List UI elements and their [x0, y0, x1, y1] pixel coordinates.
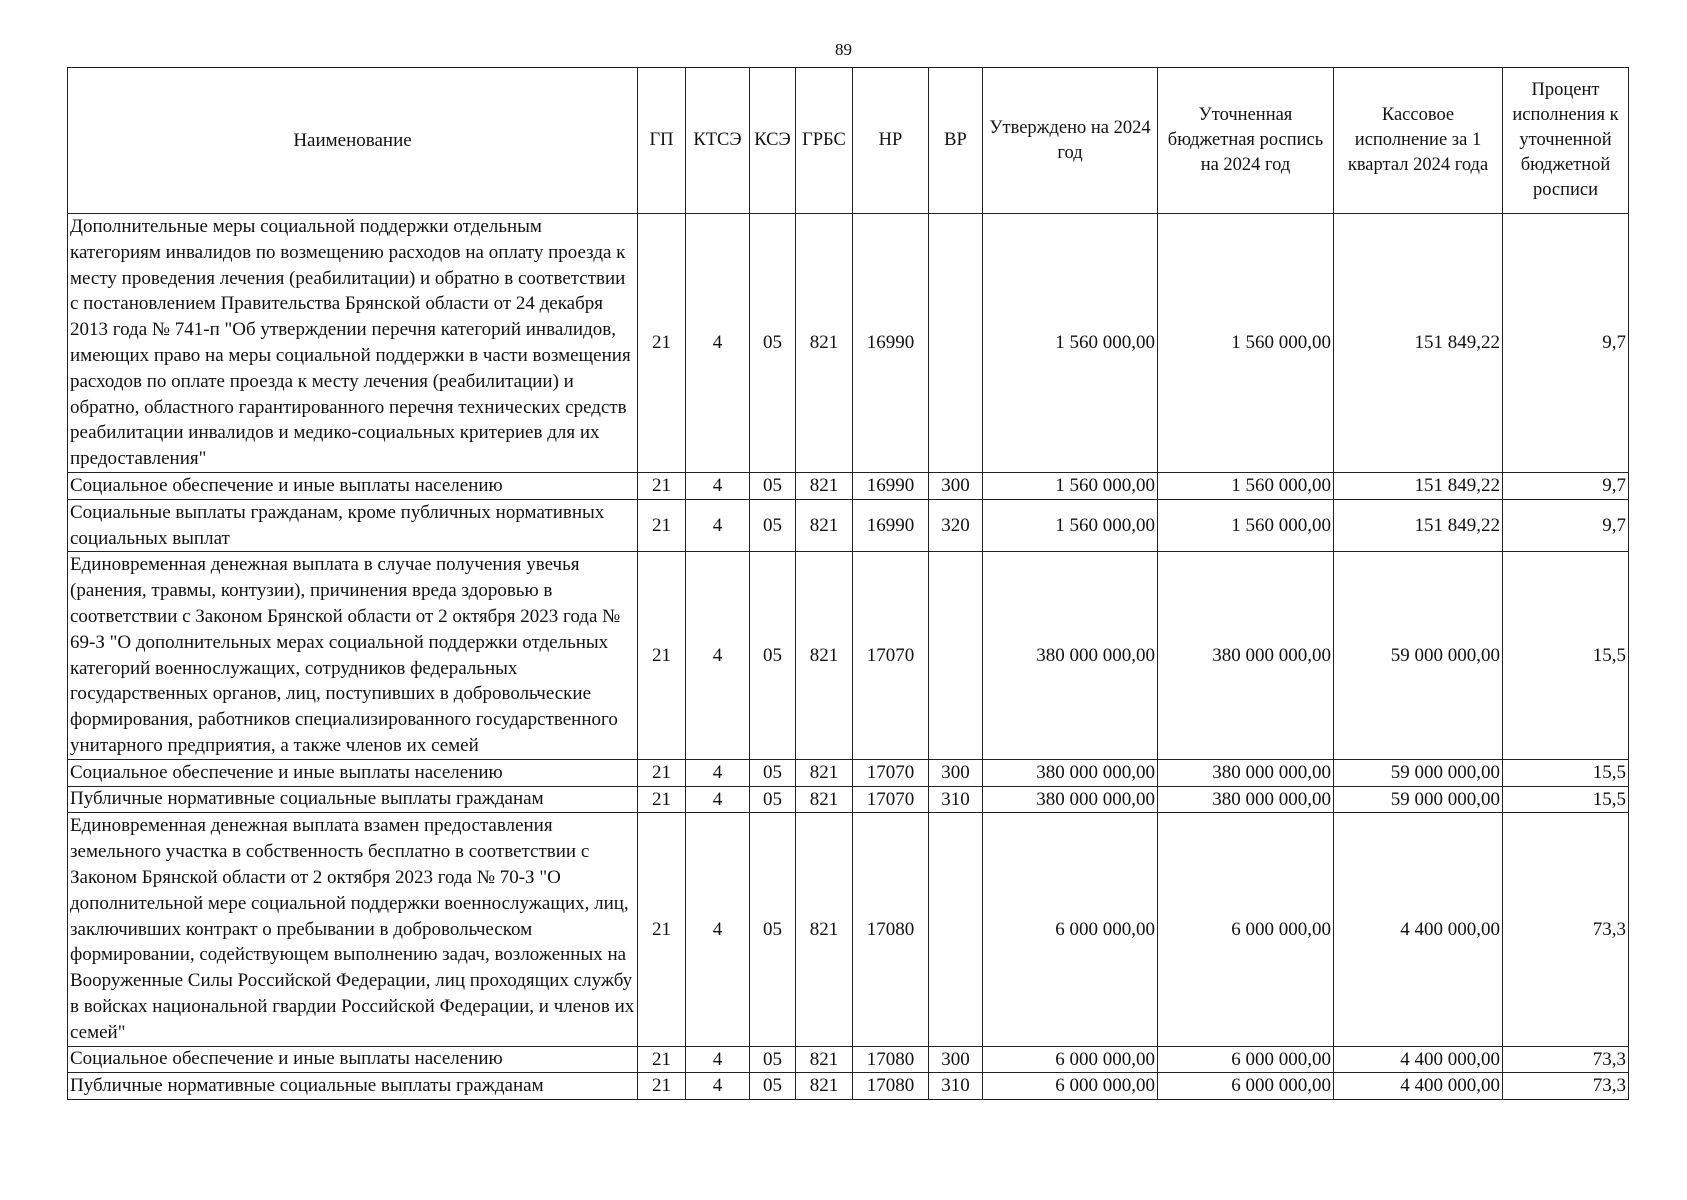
row-ktse: 4 [686, 786, 750, 813]
row-refined: 6 000 000,00 [1158, 813, 1334, 1046]
row-vr [929, 552, 983, 759]
row-nr: 16990 [853, 472, 929, 499]
table-row [68, 499, 1629, 552]
header-vr: ВР [929, 68, 983, 214]
row-approved: 1 560 000,00 [983, 499, 1158, 552]
header-row [68, 68, 1629, 214]
row-gp: 21 [638, 499, 686, 552]
row-approved: 1 560 000,00 [983, 214, 1158, 473]
row-grbs: 821 [796, 1073, 853, 1100]
row-nr: 17070 [853, 786, 929, 813]
row-cash: 59 000 000,00 [1334, 759, 1503, 786]
row-cash: 151 849,22 [1334, 214, 1503, 473]
row-refined: 1 560 000,00 [1158, 499, 1334, 552]
row-vr: 310 [929, 786, 983, 813]
row-percent: 9,7 [1503, 472, 1629, 499]
row-nr: 17070 [853, 552, 929, 759]
row-cash: 151 849,22 [1334, 499, 1503, 552]
row-ktse: 4 [686, 1046, 750, 1073]
header-kse: КСЭ [750, 68, 796, 214]
row-ktse: 4 [686, 813, 750, 1046]
row-ktse: 4 [686, 552, 750, 759]
row-name: Социальное обеспечение и иные выплаты населению [68, 1046, 638, 1073]
table-row [68, 214, 1629, 473]
row-percent: 73,3 [1503, 1046, 1629, 1073]
row-ktse: 4 [686, 759, 750, 786]
row-vr [929, 813, 983, 1046]
header-grbs: ГРБС [796, 68, 853, 214]
row-refined: 380 000 000,00 [1158, 786, 1334, 813]
row-name: Единовременная денежная выплата в случае получения увечья (ранения, травмы, контузии), причинения вреда здоровью в соответствии с Законом Брянской области от 2 октября 2023 года № 69-З "О дополнительных мерах социальной поддержки отдельных категорий военнослужащих, сотрудников федеральных государственных органов, лиц, поступивших в добровольческие формирования, работников специализированного государственного унитарного предприятия, а также членов их семей [68, 552, 638, 759]
row-cash: 4 400 000,00 [1334, 813, 1503, 1046]
row-gp: 21 [638, 552, 686, 759]
row-gp: 21 [638, 786, 686, 813]
row-ktse: 4 [686, 472, 750, 499]
row-kse: 05 [750, 759, 796, 786]
row-kse: 05 [750, 813, 796, 1046]
row-cash: 4 400 000,00 [1334, 1073, 1503, 1100]
header-nr: НР [853, 68, 929, 214]
row-gp: 21 [638, 214, 686, 473]
row-nr: 17070 [853, 759, 929, 786]
row-name: Социальные выплаты гражданам, кроме публичных нормативных социальных выплат [68, 499, 638, 552]
row-name: Социальное обеспечение и иные выплаты населению [68, 759, 638, 786]
header-gp: ГП [638, 68, 686, 214]
row-refined: 6 000 000,00 [1158, 1046, 1334, 1073]
header-refined: Уточненная бюджетная роспись на 2024 год [1158, 68, 1334, 214]
header-ktse: КТСЭ [686, 68, 750, 214]
row-cash: 4 400 000,00 [1334, 1046, 1503, 1073]
row-nr: 16990 [853, 499, 929, 552]
row-ktse: 4 [686, 499, 750, 552]
row-cash: 59 000 000,00 [1334, 786, 1503, 813]
row-kse: 05 [750, 552, 796, 759]
row-percent: 9,7 [1503, 499, 1629, 552]
row-cash: 59 000 000,00 [1334, 552, 1503, 759]
row-percent: 73,3 [1503, 1073, 1629, 1100]
row-name: Публичные нормативные социальные выплаты гражданам [68, 786, 638, 813]
row-nr: 16990 [853, 214, 929, 473]
row-approved: 380 000 000,00 [983, 552, 1158, 759]
row-kse: 05 [750, 214, 796, 473]
row-name: Социальное обеспечение и иные выплаты населению [68, 472, 638, 499]
row-gp: 21 [638, 472, 686, 499]
table-row [68, 813, 1629, 1046]
table-row [68, 552, 1629, 759]
row-ktse: 4 [686, 214, 750, 473]
header-name: Наименование [68, 68, 638, 214]
row-approved: 6 000 000,00 [983, 1073, 1158, 1100]
row-gp: 21 [638, 759, 686, 786]
row-kse: 05 [750, 499, 796, 552]
row-approved: 380 000 000,00 [983, 759, 1158, 786]
row-name: Дополнительные меры социальной поддержки отдельным категориям инвалидов по возмещению расходов на оплату проезда к месту проведения лечения (реабилитации) и обратно в соответствии с постановлением Правительства Брянской области от 24 декабря 2013 года № 741-п "Об утверждении перечня категорий инвалидов, имеющих право на меры социальной поддержки в части возмещения расходов по оплате проезда к месту лечения (реабилитации) и обратно, областного гарантированного перечня технических средств реабилитации инвалидов и медико-социальных критериев для их предоставления" [68, 214, 638, 473]
row-refined: 1 560 000,00 [1158, 472, 1334, 499]
row-grbs: 821 [796, 499, 853, 552]
row-gp: 21 [638, 813, 686, 1046]
row-gp: 21 [638, 1073, 686, 1100]
row-percent: 73,3 [1503, 813, 1629, 1046]
row-nr: 17080 [853, 1046, 929, 1073]
row-ktse: 4 [686, 1073, 750, 1100]
table-row [68, 759, 1629, 786]
table-row [68, 472, 1629, 499]
row-grbs: 821 [796, 552, 853, 759]
row-grbs: 821 [796, 214, 853, 473]
row-refined: 1 560 000,00 [1158, 214, 1334, 473]
table-row [68, 1073, 1629, 1100]
row-vr: 320 [929, 499, 983, 552]
row-grbs: 821 [796, 786, 853, 813]
header-percent: Процент исполнения к уточненной бюджетной росписи [1503, 68, 1629, 214]
row-percent: 15,5 [1503, 759, 1629, 786]
row-nr: 17080 [853, 1073, 929, 1100]
row-refined: 380 000 000,00 [1158, 759, 1334, 786]
header-cash: Кассовое исполнение за 1 квартал 2024 года [1334, 68, 1503, 214]
row-approved: 6 000 000,00 [983, 1046, 1158, 1073]
row-grbs: 821 [796, 1046, 853, 1073]
row-name: Единовременная денежная выплата взамен предоставления земельного участка в собственность бесплатно в соответствии с Законом Брянской области от 2 октября 2023 года № 70-З "О дополнительной мере социальной поддержки военнослужащих, лиц, заключивших контракт о пребывании в добровольческом формировании, содействующем выполнению задач, возложенных на Вооруженные Силы Российской Федерации, лиц проходящих службу в войсках национальной гвардии Российской Федерации, и членов их семей" [68, 813, 638, 1046]
row-percent: 15,5 [1503, 552, 1629, 759]
row-name: Публичные нормативные социальные выплаты гражданам [68, 1073, 638, 1100]
page-number: 89 [835, 40, 852, 59]
row-kse: 05 [750, 1046, 796, 1073]
row-vr: 310 [929, 1073, 983, 1100]
row-nr: 17080 [853, 813, 929, 1046]
row-refined: 6 000 000,00 [1158, 1073, 1334, 1100]
row-refined: 380 000 000,00 [1158, 552, 1334, 759]
row-vr: 300 [929, 472, 983, 499]
row-grbs: 821 [796, 813, 853, 1046]
row-approved: 6 000 000,00 [983, 813, 1158, 1046]
row-approved: 1 560 000,00 [983, 472, 1158, 499]
row-kse: 05 [750, 786, 796, 813]
row-vr: 300 [929, 759, 983, 786]
row-vr: 300 [929, 1046, 983, 1073]
row-gp: 21 [638, 1046, 686, 1073]
row-percent: 15,5 [1503, 786, 1629, 813]
row-percent: 9,7 [1503, 214, 1629, 473]
row-grbs: 821 [796, 759, 853, 786]
budget-table [67, 67, 1629, 1100]
row-kse: 05 [750, 472, 796, 499]
header-approved: Утверждено на 2024 год [983, 68, 1158, 214]
row-vr [929, 214, 983, 473]
row-kse: 05 [750, 1073, 796, 1100]
row-cash: 151 849,22 [1334, 472, 1503, 499]
row-grbs: 821 [796, 472, 853, 499]
table-row [68, 786, 1629, 813]
table-row [68, 1046, 1629, 1073]
row-approved: 380 000 000,00 [983, 786, 1158, 813]
